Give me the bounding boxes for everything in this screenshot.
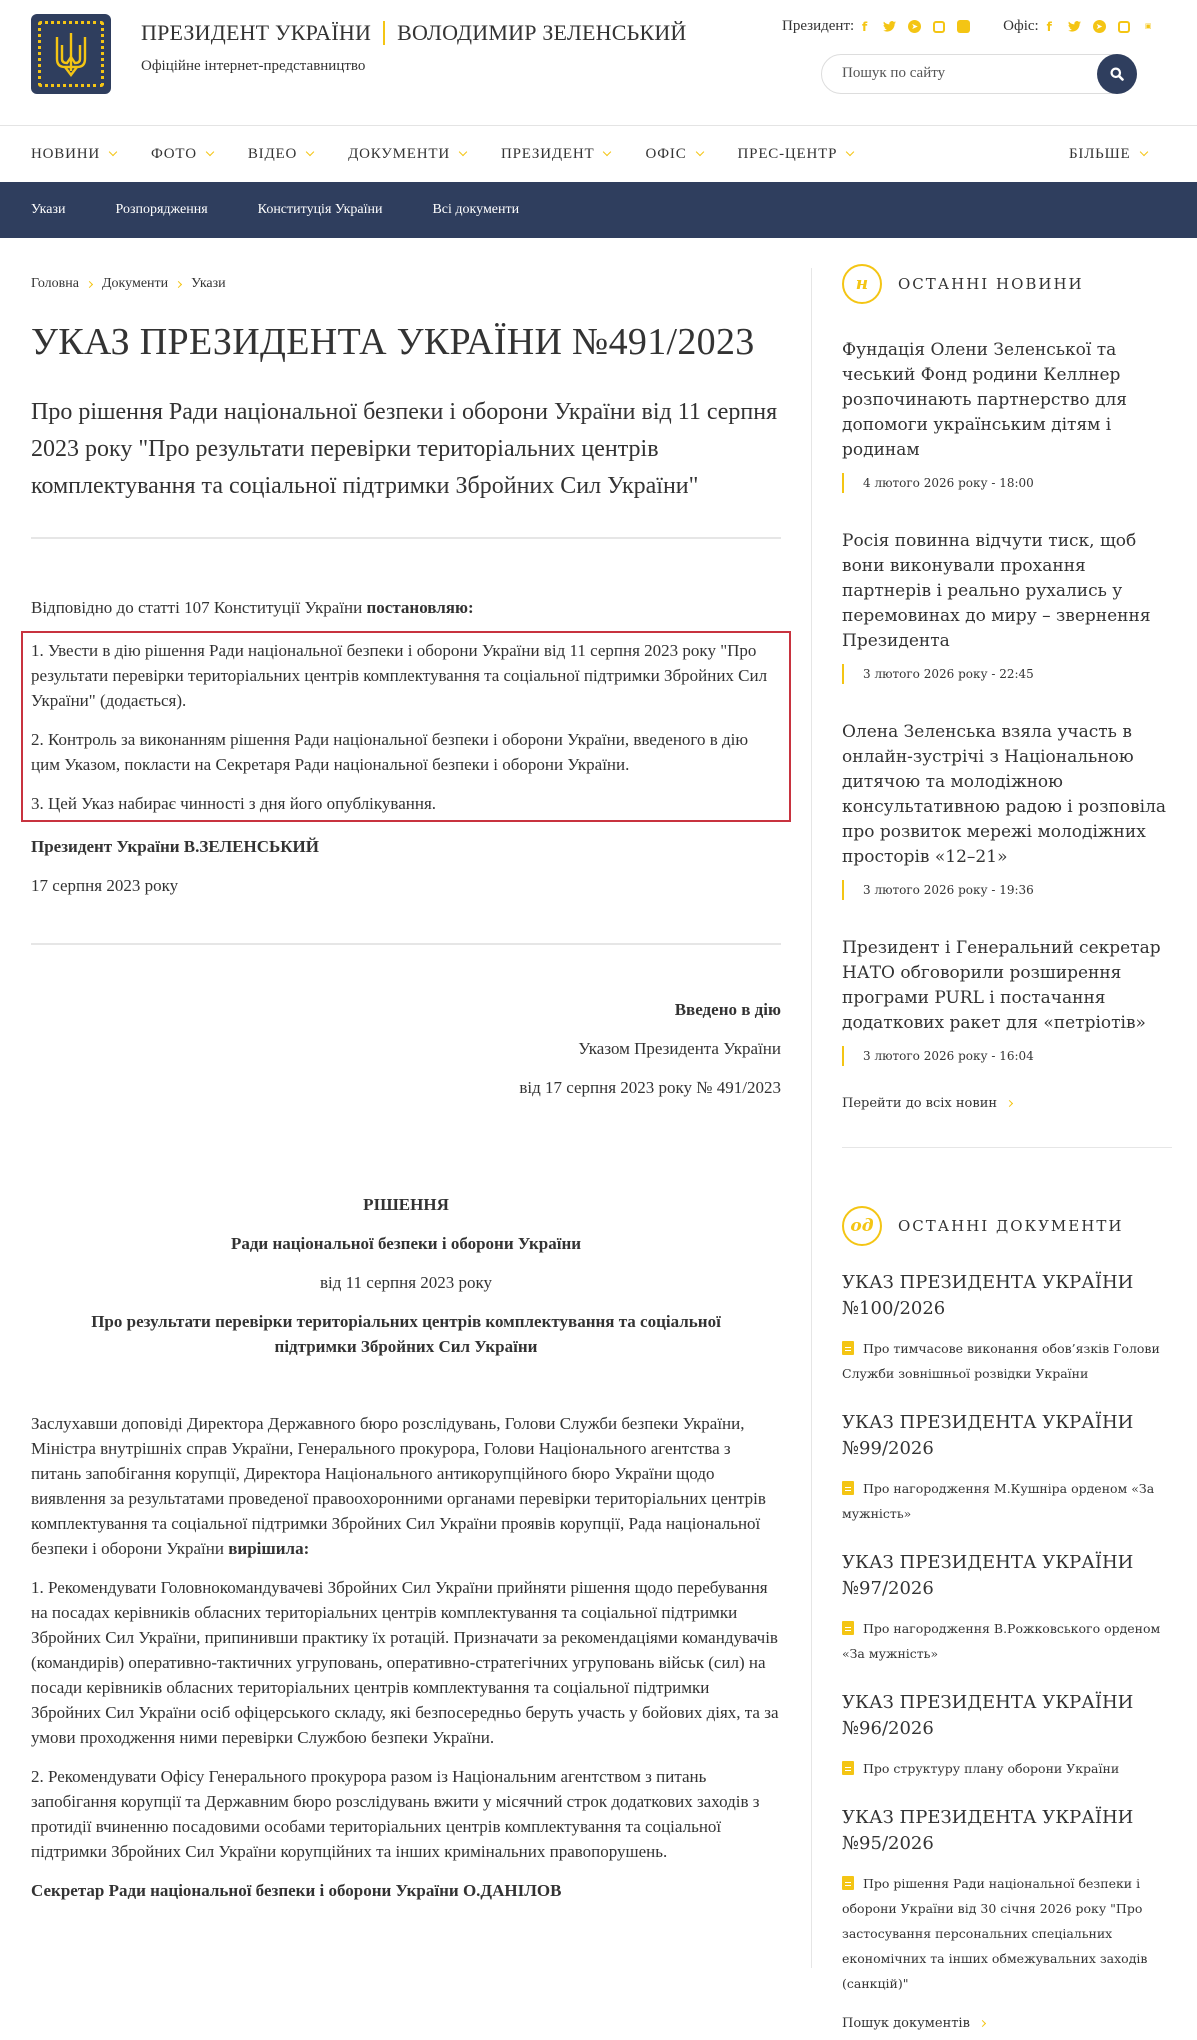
document-icon [842,1481,854,1495]
decision-signature: Секретар Ради національної безпеки і оборони України О.ДАНІЛОВ [31,1881,562,1900]
nav-label: ФОТО [150,145,197,162]
doc-item [842,1550,1172,1666]
news-list [842,338,1172,1066]
breadcrumb-home[interactable]: Головна [31,276,79,291]
instagram-icon[interactable] [933,21,945,33]
nav-item-news[interactable] [31,146,116,163]
preamble-text: Заслухавши доповіді Директора Державного бюро розслідувань, Голови Служби безпеки України, Міністра внутрішніх справ України, Генерального прокурора, Голови Національного агентства з питань запобігання корупції, Директора Національного антикорупційного бюро України щодо виявлення за результатами проведеної правоохоронними органами перевірки територіальних центрів комплектування та соціальної підтримки Збройних Сил України проявів корупції, Рада національної безпеки і оборони України [31,1414,766,1558]
news-date: 3 лютого 2026 року - 16:04 [842,1046,1172,1066]
site-title[interactable] [141,20,687,46]
sidebar-divider [811,268,812,1968]
nav-label: ВІДЕО [247,145,298,162]
sub-nav [0,182,1197,238]
sidebar [842,238,1172,2031]
doc-desc[interactable] [842,1476,1172,1526]
preamble-bold: вирішила: [228,1539,310,1558]
main-nav [0,125,1197,182]
intro-text: Відповідно до статті 107 Конституції України [31,598,367,617]
decree-intro [31,595,781,620]
nav-item-video[interactable] [248,146,313,163]
search-box [821,54,1137,94]
chevron-down-icon [306,148,314,156]
facebook-icon[interactable]: f [862,19,868,34]
subnav-item-all-documents[interactable]: Всі документи [432,202,520,217]
nav-item-photo[interactable] [151,146,213,163]
chevron-down-icon [603,148,611,156]
decision-title: Про результати перевірки територіальних центрів комплектування та соціальної підтримки Збройних Сил України [91,1312,721,1356]
chevron-down-icon [1139,148,1147,156]
site-title-name: ВОЛОДИМИР ЗЕЛЕНСЬКИЙ [397,20,687,45]
latest-docs-header [842,1206,1172,1246]
chevron-down-icon [695,148,703,156]
breadcrumb-documents[interactable]: Документи [101,276,169,291]
social-links [782,18,1155,35]
doc-desc[interactable] [842,1871,1172,1996]
chevron-right-icon [979,2020,986,2027]
chevron-down-icon [109,148,117,156]
search-icon [1110,67,1124,81]
news-date: 3 лютого 2026 року - 22:45 [842,664,1172,684]
decision-heading: РІШЕННЯ [363,1195,449,1214]
chevron-down-icon [846,148,854,156]
nav-item-more[interactable] [1069,146,1147,163]
doc-desc-text: Про нагородження В.Рожковського орденом «За мужність» [842,1621,1161,1661]
twitter-icon[interactable] [1068,20,1081,33]
facebook-icon[interactable]: f [1046,19,1052,34]
office-social-label: Офіс: [1003,18,1039,34]
subnav-item-constitution[interactable]: Конституція України [257,202,383,217]
latest-news-title: ОСТАННІ НОВИНИ [898,275,1084,293]
main-content [31,238,781,1903]
doc-title[interactable]: УКАЗ ПРЕЗИДЕНТА УКРАЇНИ №97/2026 [842,1552,1134,1599]
nav-item-documents[interactable] [348,146,466,163]
decision-body: Ради національної безпеки і оборони України [230,1234,582,1253]
twitter-icon[interactable] [883,20,896,33]
latest-docs-title: ОСТАННІ ДОКУМЕНТИ [898,1217,1124,1235]
news-item[interactable] [842,529,1172,684]
decree-point-2: 2. Контроль за виконанням рішення Ради національної безпеки і оборони України, введеного в дію цим Указом, покласти на Секретаря Ради національної безпеки і оборони України. [31,730,749,774]
news-title[interactable]: Президент і Генеральний секретар НАТО обговорили розширення програми PURL і постачання додаткових ракет для «петріотів» [842,938,1161,1033]
doc-item [842,1805,1172,1996]
decision-point-2: 2. Рекомендувати Офісу Генерального прокурора разом із Національним агентством з питань запобігання корупції та Державним бюро розслідувань вжити у місячний строк додаткових заходів з протидії вчиненню посадовими особами територіальних центрів комплектування та соціальної підтримки Збройних Сил України корупційних та інших кримінальних правопорушень. [31,1767,760,1861]
document-icon [842,1876,854,1890]
telegram-icon[interactable]: ➤ [1093,20,1106,33]
president-social-label: Президент: [782,18,855,34]
highlighted-points [21,631,791,822]
search-documents-label: Пошук документів [842,2016,970,2031]
news-item[interactable] [842,720,1172,900]
office-social-group [1003,18,1155,35]
search-documents-link[interactable] [842,2016,1172,2031]
youtube-icon[interactable]: ▣ [1144,22,1152,30]
subnav-item-orders[interactable]: Розпорядження [115,202,208,217]
news-item[interactable] [842,936,1172,1066]
all-news-label: Перейти до всіх новин [842,1096,998,1111]
president-social-group [782,18,970,35]
news-title[interactable]: Олена Зеленська взяла участь в онлайн-зустрічі з Національною дитячою та молодіжною консультативною радою і розповіла про розвиток мережі молодіжних просторів «12–21» [842,722,1167,867]
divider [842,1147,1172,1148]
docs-list [842,1270,1172,1996]
instagram-icon[interactable] [1118,21,1130,33]
nav-label: ПРЕЗИДЕНТ [501,145,595,162]
doc-desc-text: Про нагородження М.Кушніра орденом «За мужність» [842,1481,1155,1521]
chevron-right-icon [1006,1100,1013,1107]
divider [31,943,781,945]
news-badge-icon: н [842,264,882,304]
doc-title[interactable]: УКАЗ ПРЕЗИДЕНТА УКРАЇНИ №100/2026 [842,1272,1134,1319]
all-news-link[interactable] [842,1096,1172,1111]
docs-badge-icon: од [842,1206,882,1246]
nav-label: ДОКУМЕНТИ [348,145,450,162]
doc-title[interactable]: УКАЗ ПРЕЗИДЕНТА УКРАЇНИ №95/2026 [842,1807,1134,1854]
decree-point-3: 3. Цей Указ набирає чинності з дня його опублікування. [31,794,437,813]
search-input[interactable] [842,65,1092,82]
document-icon [842,1621,854,1635]
doc-item [842,1690,1172,1781]
doc-desc-text: Про рішення Ради національної безпеки і оборони України від 30 січня 2026 року "Про застосування персональних спеціальних економічних та інших обмежувальних заходів (санкцій)" [842,1876,1148,1991]
breadcrumb [31,276,781,292]
decree-subtitle: Про рішення Ради національної безпеки і оборони України від 11 серпня 2023 року "Про результати перевірки територіальних центрів комплектування та соціальної підтримки Збройних Сил України" [31,399,778,499]
intro-bold: постановляю: [366,598,474,617]
doc-title[interactable]: УКАЗ ПРЕЗИДЕНТА УКРАЇНИ №99/2026 [842,1412,1134,1459]
divider [31,537,781,539]
logo-frame [38,21,104,87]
document-icon [842,1341,854,1355]
doc-desc[interactable] [842,1336,1172,1386]
flickr-icon[interactable] [957,20,970,33]
news-item[interactable] [842,338,1172,493]
nav-label: ПРЕС-ЦЕНТР [737,145,838,162]
latest-news-header [842,264,1172,304]
doc-desc-text: Про тимчасове виконання обов’язків Голови Служби зовнішньої розвідки України [842,1341,1160,1381]
doc-item [842,1270,1172,1386]
breadcrumb-decrees[interactable]: Укази [191,276,226,291]
doc-desc[interactable] [842,1756,1172,1781]
enacted-line-1: Введено в дію [674,1000,781,1019]
chevron-down-icon [459,148,467,156]
decision-date: від 11 серпня 2023 року [319,1273,493,1292]
search-button[interactable] [1097,54,1137,94]
doc-desc-text: Про структуру плану оборони України [863,1761,1120,1776]
doc-title[interactable]: УКАЗ ПРЕЗИДЕНТА УКРАЇНИ №96/2026 [842,1692,1134,1739]
decree-point-1: 1. Увести в дію рішення Ради національної безпеки і оборони України від 11 серпня 2023 року "Про результати перевірки територіальних центрів комплектування та соціальної підтримки Збройних Сил України" (додається). [31,641,768,710]
chevron-down-icon [206,148,214,156]
news-title[interactable]: Фундація Олени Зеленської та чеський Фонд родини Келлнер розпочинають партнерство для допомоги українським дітям і родинам [842,340,1128,460]
news-date: 4 лютого 2026 року - 18:00 [842,473,1172,493]
enacted-line-3: від 17 серпня 2023 року № 491/2023 [519,1078,781,1097]
decree-date: 17 серпня 2023 року [31,876,179,895]
site-title-president: ПРЕЗИДЕНТ УКРАЇНИ [141,20,372,45]
site-subtitle: Офіційне інтернет-представництво [141,58,366,74]
decision-preamble [31,1411,781,1561]
decree-signature: Президент України В.ЗЕЛЕНСЬКИЙ [31,837,319,856]
nav-label: ОФІС [645,145,687,162]
chevron-right-icon [86,280,93,287]
enacted-line-2: Указом Президента України [578,1039,781,1058]
nav-label: БІЛЬШЕ [1069,145,1131,162]
news-date: 3 лютого 2026 року - 19:36 [842,880,1172,900]
telegram-icon[interactable]: ➤ [908,20,921,33]
chevron-right-icon [175,280,182,287]
nav-item-president[interactable] [501,146,610,163]
nav-item-press-center[interactable] [738,146,854,163]
nav-item-office[interactable] [645,146,702,163]
document-icon [842,1761,854,1775]
title-separator [383,21,385,45]
subnav-item-decrees[interactable]: Укази [31,202,66,217]
doc-desc[interactable] [842,1616,1172,1666]
doc-item [842,1410,1172,1526]
page-title: УКАЗ ПРЕЗИДЕНТА УКРАЇНИ №491/2023 [31,321,755,363]
nav-label: НОВИНИ [31,145,100,162]
site-header [0,0,1197,125]
logo-trident-icon[interactable] [31,14,111,94]
decision-point-1: 1. Рекомендувати Головнокомандувачеві Збройних Сил України прийняти рішення щодо перебування на посадах керівників обласних територіальних центрів комплектування та соціальної підтримки Збройних Сил України, припинивши практику їх ротацій. Призначати за рекомендаціями командувачів (командирів) оперативно-тактичних угруповань, оперативно-стратегічних угруповань військ (сил) на посади керівників обласних територіальних центрів комплектування та соціальної підтримки Збройних Сил України осіб офіцерського складу, які безпосередньо беруть участь у бойових діях, та за умови проходження ними перевірки Службою безпеки України. [31,1578,779,1747]
news-title[interactable]: Росія повинна відчути тиск, щоб вони виконували прохання партнерів і реально рухались у перемовинах до миру – звернення Президента [842,531,1151,651]
